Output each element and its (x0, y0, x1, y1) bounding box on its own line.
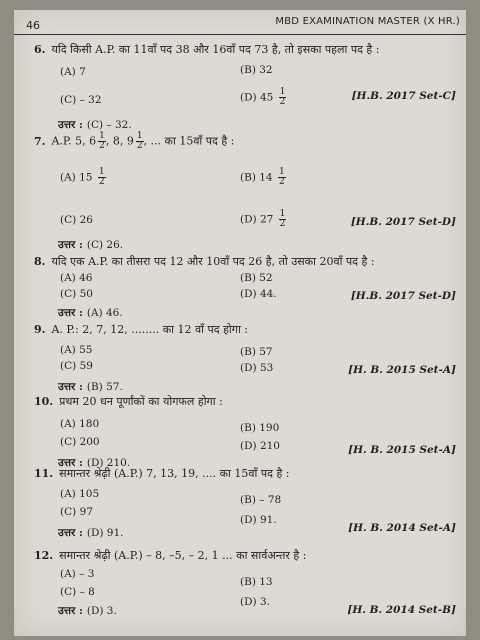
option-c: (C) – 8 (60, 586, 95, 598)
question-number: 9. (34, 323, 46, 336)
question-text: 7. A.P. 5, 6 $\frac{1}{2}$ , 8, 9 $\frac{1}{2}$ , ... का 15वाँ पद है : (34, 131, 235, 151)
option-a: (A) 15 $\frac{1}{2}$ (60, 167, 105, 187)
fraction-one-half: $\frac{1}{2}$ (279, 87, 286, 107)
answer-line: उत्तर : (D) 210. (58, 457, 131, 469)
fraction-one-half: $\frac{1}{2}$ (99, 131, 105, 151)
source-tag: [H.B. 2017 Set-D] (350, 290, 456, 302)
question-number: 7. (34, 134, 46, 148)
source-tag: [H. B. 2014 Set-A] (348, 522, 456, 534)
option-d: (D) 53 (240, 362, 274, 374)
option-a: (A) – 3 (60, 568, 95, 580)
option-c: (C) – 32 (60, 94, 102, 106)
answer-line: उत्तर : (A) 46. (58, 307, 123, 319)
question-number: 8. (34, 255, 46, 268)
fraction-one-half: $\frac{1}{2}$ (98, 167, 105, 187)
fraction-one-half: $\frac{1}{2}$ (279, 209, 286, 229)
option-a: (A) 46 (60, 272, 93, 284)
option-c: (C) 50 (60, 288, 93, 300)
option-a: (A) 55 (60, 344, 93, 356)
source-tag: [H. B. 2015 Set-A] (348, 444, 456, 456)
source-tag: [H. B. 2015 Set-A] (348, 364, 456, 376)
answer-line: उत्तर : (D) 3. (58, 605, 117, 617)
question-number: 12. (34, 549, 54, 562)
option-c: (C) 97 (60, 506, 93, 518)
option-d: (D) 27 $\frac{1}{2}$ (240, 209, 286, 229)
source-tag: [H. B. 2014 Set-B] (347, 604, 456, 616)
book-page (14, 10, 466, 636)
answer-line: उत्तर : (C) – 32. (58, 119, 132, 131)
answer-line: उत्तर : (B) 57. (58, 381, 123, 393)
option-a: (A) 180 (60, 418, 100, 430)
question-number: 6. (34, 43, 46, 56)
question-number: 11. (34, 467, 54, 480)
option-b: (B) 32 (240, 64, 273, 76)
option-a: (A) 7 (60, 66, 86, 78)
option-b: (B) 13 (240, 576, 273, 588)
option-b: (B) 52 (240, 272, 273, 284)
option-c: (C) 200 (60, 436, 100, 448)
source-tag: [H.B. 2017 Set-D] (350, 216, 456, 228)
question-text: 9. A. P.: 2, 7, 12, ........ का 12 वाँ पद होगा : (34, 323, 249, 336)
book-title: MBD EXAMINATION MASTER (X HR.) (275, 16, 460, 27)
option-d: (D) 210 (240, 440, 280, 452)
page-header (14, 10, 466, 35)
source-tag: [H.B. 2017 Set-C] (351, 90, 456, 102)
fraction-one-half: $\frac{1}{2}$ (278, 167, 285, 187)
question-text: 12. समान्तर श्रेढ़ी (A.P.) – 8, –5, – 2, 1 ... का सार्वअन्तर है : (34, 549, 307, 562)
answer-line: उत्तर : (D) 91. (58, 527, 124, 539)
question-number: 10. (34, 395, 54, 408)
option-d: (D) 91. (240, 514, 277, 526)
option-d: (D) 44. (240, 288, 277, 300)
option-b: (B) 57 (240, 346, 273, 358)
question-text: 10. प्रथम 20 धन पूर्णांकों का योगफल होगा : (34, 395, 223, 408)
answer-line: उत्तर : (C) 26. (58, 239, 124, 251)
option-c: (C) 59 (60, 360, 93, 372)
page-number: 46 (26, 19, 40, 32)
option-c: (C) 26 (60, 214, 93, 226)
question-text: 6. यदि किसी A.P. का 11वाँ पद 38 और 16वाँ पद 73 है, तो इसका पहला पद है : (34, 43, 380, 56)
option-a: (A) 105 (60, 488, 100, 500)
option-d: (D) 45 $\frac{1}{2}$ (240, 87, 286, 107)
question-text: 8. यदि एक A.P. का तीसरा पद 12 और 10वाँ पद 26 है, तो उसका 20वाँ पद है : (34, 255, 375, 268)
fraction-one-half: $\frac{1}{2}$ (136, 131, 143, 151)
option-b: (B) 14 $\frac{1}{2}$ (240, 167, 285, 187)
question-text: 11. समान्तर श्रेढ़ी (A.P.) 7, 13, 19, .... का 15वाँ पद है : (34, 467, 290, 480)
option-d: (D) 3. (240, 596, 270, 608)
option-b: (B) 190 (240, 422, 280, 434)
option-b: (B) – 78 (240, 494, 282, 506)
